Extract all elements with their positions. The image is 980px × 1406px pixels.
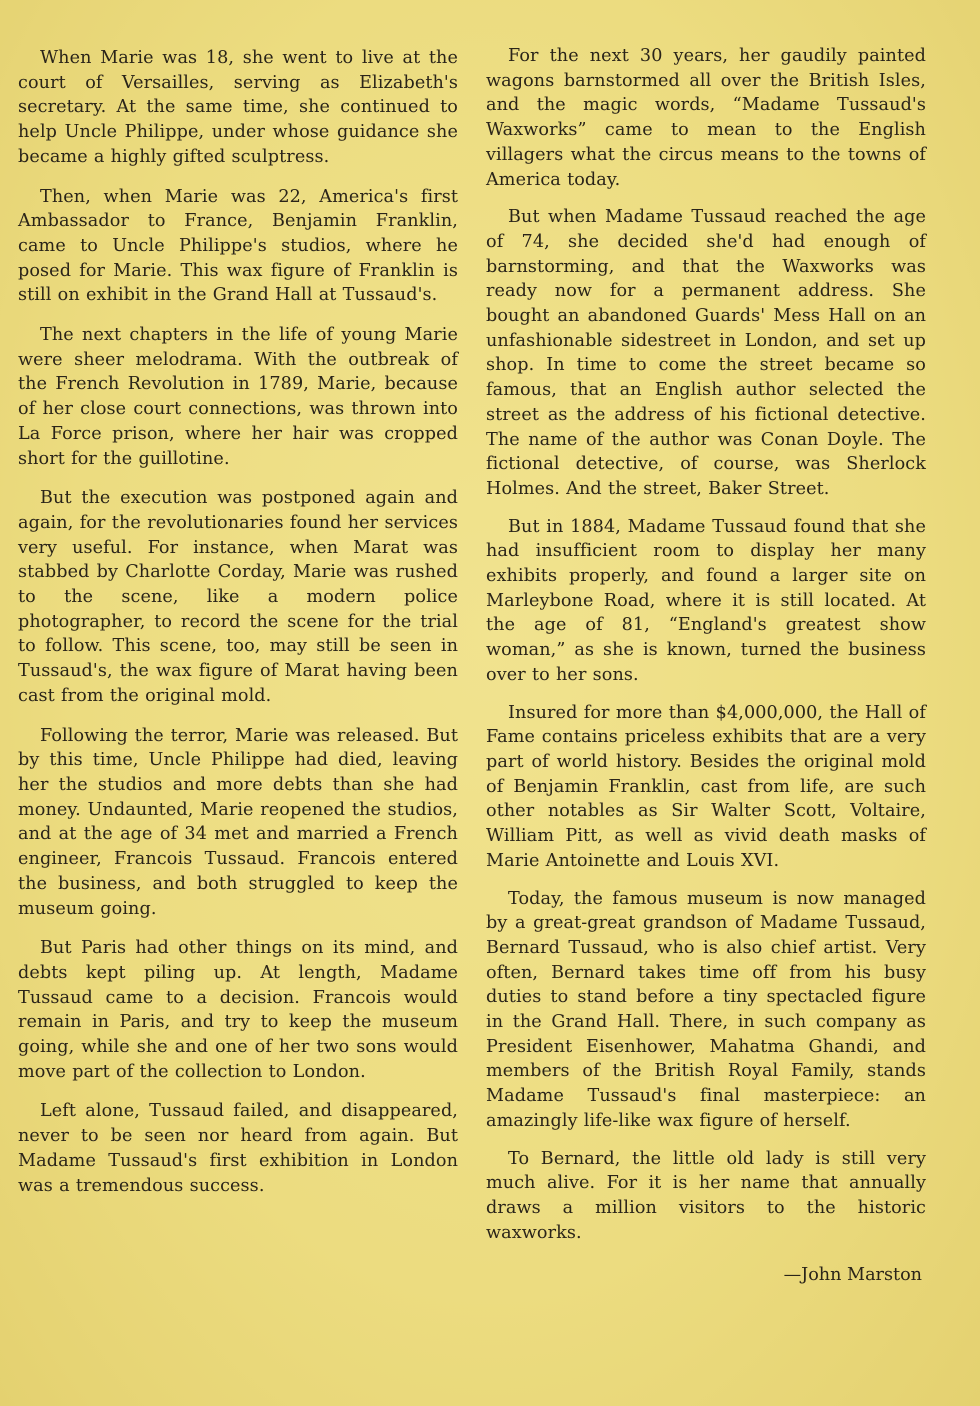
paragraph: For the next 30 years, her gaudily painted wagons barnstormed all over the British Isles, and the magic words, “Madame Tussaud's Waxworks” came to mean to the English villagers what the circus means to the towns of America today. — [486, 46, 926, 190]
paragraph: The next chapters in the life of young Marie were sheer melodrama. With the outbreak of the French Revolution in 1789, Marie, because of her close court connections, was thrown into La Force prison, where her hair was cropped short for the guillotine. — [18, 325, 458, 469]
paragraph: Left alone, Tussaud failed, and disappeared, never to be seen nor heard from again. But Madame Tussaud's first exhibition in London was a tremendous success. — [18, 1101, 458, 1196]
paragraph: When Marie was 18, she went to live at the court of Versailles, serving as Elizabeth's secretary. At the same time, she continued to help Uncle Philippe, under whose guidance she became a highly gifted sculptress. — [18, 48, 458, 167]
paragraph: Then, when Marie was 22, America's first Ambassador to France, Benjamin Franklin, came to Uncle Philippe's studios, where he posed for Marie. This wax figure of Franklin is still on exhibit in the Grand Hall at Tussaud's. — [18, 186, 458, 306]
paragraph: But Paris had other things on its mind, and debts kept piling up. At length, Madame Tussaud came to a decision. Francois would remain in Paris, and try to keep the museum going, while she and one of her two sons would move part of the collection to London. — [18, 938, 458, 1082]
left-column — [18, 46, 458, 1213]
paragraph: But in 1884, Madame Tussaud found that she had insufficient room to display her many exhibits properly, and found a larger site on Marleybone Road, where it is still located. At the age of 81, “England's greatest show woman,” as she is known, turned the business over to her sons. — [486, 516, 926, 685]
paragraph: Following the terror, Marie was released. But by this time, Uncle Philippe had died, leaving her the studios and more debts than she had money. Undaunted, Marie reopened the studios, and at the age of 34 met and married a French engineer, Francois Tussaud. Francois entered the business, and both struggled to keep the museum going. — [18, 725, 458, 919]
author-byline: —John Marston — [783, 1265, 922, 1286]
right-column — [486, 44, 926, 1287]
paragraph: Insured for more than $4,000,000, the Hall of Fame contains priceless exhibits that are a very part of world history. Besides the original mold of Benjamin Franklin, cast from life, are such other notables as Sir Walter Scott, Voltaire, William Pitt, as well as vivid death masks of Marie Antoinette and Louis XVI. — [486, 702, 926, 871]
paragraph: But when Madame Tussaud reached the age of 74, she decided she'd had enough of barnstorming, and that the Waxworks was ready now for a permanent address. She bought an abandoned Guards' Mess Hall on an unfashionable sidestreet in London, and set up shop. In time to come the street became so famous, that an English author selected the street as the address of his fictional detective. The name of the author was Conan Doyle. The fictional detective, of course, was Sherlock Holmes. And the street, Baker Street. — [486, 207, 926, 499]
paragraph: To Bernard, the little old lady is still very much alive. For it is her name that annually draws a million visitors to the historic waxworks. — [486, 1148, 926, 1243]
paragraph: But the execution was postponed again and again, for the revolutionaries found her services very useful. For instance, when Marat was stabbed by Charlotte Corday, Marie was rushed to the scene, like a modern police photographer, to record the scene for the trial to follow. This scene, too, may still be seen in Tussaud's, the wax figure of Marat having been cast from the original mold. — [18, 488, 458, 706]
paragraph: Today, the famous museum is now managed by a great-great grandson of Madame Tussaud, Bernard Tussaud, who is also chief artist. Very often, Bernard takes time off from his busy duties to stand before a tiny spectacled figure in the Grand Hall. There, in such company as President Eisenhower, Mahatma Ghandi, and members of the British Royal Family, stands Madame Tussaud's final masterpiece: an amazingly life-like wax figure of herself. — [486, 888, 926, 1131]
